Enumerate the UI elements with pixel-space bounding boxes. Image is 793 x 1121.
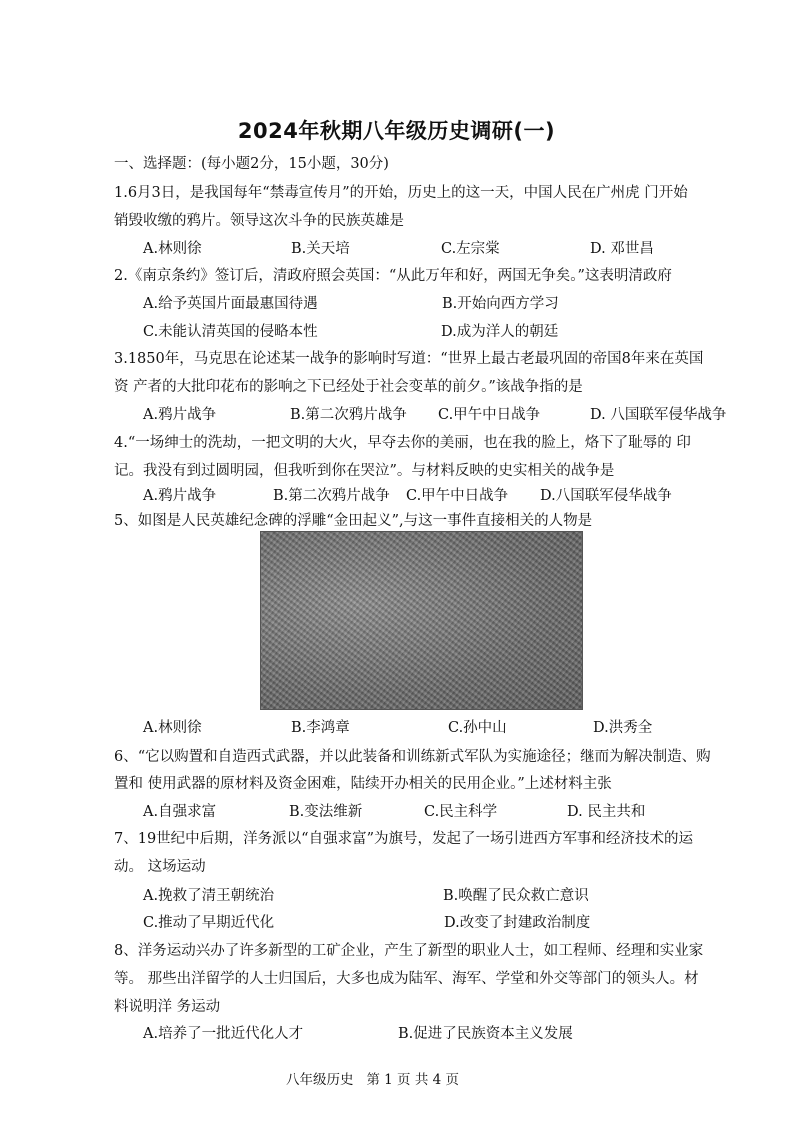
q2-option-b: B.开始向西方学习 bbox=[442, 296, 559, 312]
q7-option-c: C.推动了早期近代化 bbox=[143, 915, 275, 931]
question-2-line-1: 2.《南京条约》签订后，清政府照会英国：“从此万年和好，两国无争矣。”这表明清政府 bbox=[114, 268, 672, 284]
q4-option-c: C.甲午中日战争 bbox=[406, 488, 509, 504]
question-5-line-1: 5、如图是人民英雄纪念碑的浮雕“金田起义”,与这一事件直接相关的人物是 bbox=[114, 513, 593, 529]
question-1-line-2: 销毁收缴的鸦片。领导这次斗争的民族英雄是 bbox=[114, 213, 404, 229]
q3-option-a: A.鸦片战争 bbox=[143, 407, 217, 423]
q4-option-a: A.鸦片战争 bbox=[143, 488, 217, 504]
jintian-uprising-relief-image bbox=[260, 531, 583, 710]
q6-option-d: D. 民主共和 bbox=[567, 804, 646, 820]
q6-option-c: C.民主科学 bbox=[424, 804, 498, 820]
q1-option-a: A.林则徐 bbox=[143, 241, 202, 257]
q1-option-c: C.左宗棠 bbox=[441, 241, 500, 257]
q5-option-d: D.洪秀全 bbox=[593, 720, 653, 736]
q5-option-a: A.林则徐 bbox=[143, 720, 202, 736]
question-8-line-2: 等。 那些出洋留学的人士归国后，大多也成为陆军、海军、学堂和外交等部门的领头人。材 bbox=[114, 971, 699, 987]
question-7-line-2: 动。 这场运动 bbox=[114, 859, 206, 875]
q7-option-b: B.唤醒了民众救亡意识 bbox=[443, 888, 589, 904]
q2-option-c: C.未能认清英国的侵略本性 bbox=[143, 324, 318, 340]
q2-option-d: D.成为洋人的朝廷 bbox=[441, 324, 559, 340]
question-8-line-3: 料说明洋 务运动 bbox=[114, 999, 221, 1015]
question-3-line-2: 资 产者的大批印花布的影响之下已经处于社会变革的前夕。”该战争指的是 bbox=[114, 379, 583, 395]
question-3-line-1: 3.1850年，马克思在论述某一战争的影响时写道：“世界上最古老最巩固的帝国8年来在英国 bbox=[114, 351, 704, 367]
q7-option-d: D.改变了封建政治制度 bbox=[444, 915, 591, 931]
question-7-line-1: 7、19世纪中后期，洋务派以“自强求富”为旗号，发起了一场引进西方军事和经济技术的运 bbox=[114, 831, 693, 847]
section-heading: 一、选择题：(每小题2分，15小题，30分) bbox=[114, 156, 389, 172]
question-8-line-1: 8、洋务运动兴办了许多新型的工矿企业，产生了新型的职业人士，如工程师、经理和实业家 bbox=[114, 943, 704, 959]
question-6-line-1: 6、“它以购置和自造西式武器，并以此装备和训练新式军队为实施途径；继而为解决制造、购 bbox=[114, 749, 711, 765]
question-4-line-2: 记。我没有到过圆明园，但我听到你在哭泣”。与材料反映的史实相关的战争是 bbox=[114, 463, 615, 479]
q6-option-a: A.自强求富 bbox=[143, 804, 217, 820]
q3-option-d: D. 八国联军侵华战争 bbox=[590, 407, 727, 423]
q5-option-c: C.孙中山 bbox=[448, 720, 507, 736]
q4-option-b: B.第二次鸦片战争 bbox=[273, 488, 390, 504]
question-4-line-1: 4.“一场绅士的洗劫，一把文明的大火，早夺去你的美丽，也在我的脸上，烙下了耻辱的 印 bbox=[114, 435, 691, 451]
question-6-line-2: 置和 使用武器的原材料及资金困难，陆续开办相关的民用企业。”上述材料主张 bbox=[114, 776, 612, 792]
q4-option-d: D.八国联军侵华战争 bbox=[540, 488, 672, 504]
question-1-line-1: 1.6月3日，是我国每年“禁毒宣传月”的开始，历史上的这一天，中国人民在广州虎 门开始 bbox=[114, 185, 688, 201]
page-footer: 八年级历史 第 1 页 共 4 页 bbox=[286, 1072, 460, 1088]
q5-option-b: B.李鸿章 bbox=[291, 720, 350, 736]
q1-option-b: B.关天培 bbox=[291, 241, 350, 257]
q7-option-a: A.挽救了清王朝统治 bbox=[143, 888, 275, 904]
q3-option-c: C.甲午中日战争 bbox=[438, 407, 541, 423]
page-title: 2024年秋期八年级历史调研(一) bbox=[237, 119, 556, 143]
q1-option-d: D. 邓世昌 bbox=[590, 241, 654, 257]
q3-option-b: B.第二次鸦片战争 bbox=[290, 407, 407, 423]
q8-option-a: A.培养了一批近代化人才 bbox=[143, 1026, 304, 1042]
q6-option-b: B.变法维新 bbox=[289, 804, 363, 820]
q8-option-b: B.促进了民族资本主义发展 bbox=[398, 1026, 573, 1042]
q2-option-a: A.给予英国片面最惠国待遇 bbox=[143, 296, 318, 312]
